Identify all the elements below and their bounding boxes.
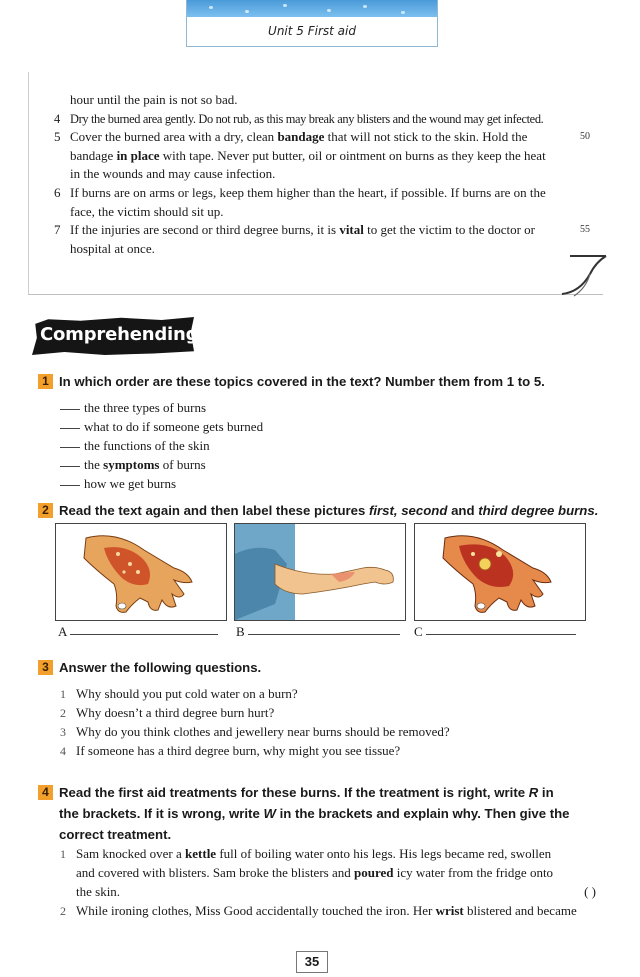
burn-picture-b	[234, 523, 406, 621]
picture-c-label: C	[414, 624, 576, 640]
answer-blank[interactable]	[60, 428, 80, 429]
answer-blank[interactable]	[60, 485, 80, 486]
line-number-marker: 50	[580, 131, 590, 142]
question-1-list	[60, 400, 263, 495]
burned-hand-illustration	[56, 524, 226, 620]
burn-picture-c	[414, 523, 586, 621]
question-number-badge: 2	[38, 503, 53, 518]
answer-blank[interactable]	[60, 409, 80, 410]
list-item: the symptoms of burns	[60, 457, 263, 476]
answer-line[interactable]	[248, 634, 400, 635]
question-number-badge: 1	[38, 374, 53, 389]
burned-arm-illustration	[235, 524, 405, 620]
reading-text	[54, 91, 594, 258]
list-item-continuation: and covered with blisters. Sam broke the blisters and poured icy water from the fridge onto	[76, 865, 554, 880]
burn-picture-a	[55, 523, 227, 621]
reading-line: 6 If burns are on arms or legs, keep them higher than the heart, if possible. If burns are on the	[54, 184, 546, 200]
list-item: what to do if someone gets burned	[60, 419, 263, 438]
reading-line: in the wounds and may cause infection.	[70, 166, 276, 182]
list-item-continuation: the skin. ( )	[76, 884, 596, 899]
reading-line: 7 If the injuries are second or third degree burns, it is vital to get the victim to the doctor or	[54, 222, 536, 238]
reading-line: bandage in place with tape. Never put butter, oil or ointment on burns as they keep the heat	[70, 147, 546, 163]
reading-line: 4 Dry the burned area gently. Do not rub, as this may break any blisters and the wound may get infected.	[54, 111, 544, 126]
question-3-list	[60, 686, 450, 762]
reading-line: face, the victim should sit up.	[70, 203, 224, 219]
list-item: the three types of burns	[60, 400, 263, 419]
question-2-heading: 2 Read the text again and then label these pictures first, second and third degree burns.	[38, 503, 598, 518]
answer-brackets[interactable]: ( )	[584, 884, 596, 899]
page-curl-decoration	[560, 254, 608, 298]
list-item: 1 Sam knocked over a kettle full of boiling water onto his legs. His legs became red, swollen	[60, 846, 552, 861]
list-item: how we get burns	[60, 476, 263, 495]
question-4-list	[60, 846, 600, 922]
answer-line[interactable]	[70, 634, 218, 635]
list-item: 2 While ironing clothes, Miss Good accidentally touched the iron. Her wrist blistered and became	[60, 903, 577, 918]
question-number-badge: 3	[38, 660, 53, 675]
burned-hand-illustration	[415, 524, 585, 620]
picture-a-label: A	[58, 624, 218, 640]
page-number: 35	[296, 951, 328, 973]
section-title: Comprehending	[40, 324, 199, 345]
picture-b-label: B	[236, 624, 400, 640]
answer-blank[interactable]	[60, 466, 80, 467]
list-item: 3 Why do you think clothes and jewellery near burns should be removed?	[60, 724, 450, 739]
unit-header-tab	[186, 0, 438, 47]
question-4-heading: 4 Read the first aid treatments for these burns. If the treatment is right, write R in the brackets. If it is wrong, write W in the brackets and explain why. Then give the correct treatment.	[38, 782, 570, 845]
list-item: 2 Why doesn’t a third degree burn hurt?	[60, 705, 275, 720]
reading-line: 5 Cover the burned area with a dry, clean bandage that will not stick to the skin. Hold the	[54, 129, 528, 145]
question-1-heading: 1 In which order are these topics covered in the text? Number them from 1 to 5.	[38, 374, 545, 389]
line-number-marker: 55	[580, 224, 590, 235]
list-item: the functions of the skin	[60, 438, 263, 457]
header-decor-strip	[187, 0, 437, 17]
unit-title: Unit 5 First aid	[268, 24, 356, 38]
answer-line[interactable]	[426, 634, 576, 635]
question-number-badge: 4	[38, 785, 53, 800]
list-item: 4 If someone has a third degree burn, why might you see tissue?	[60, 743, 401, 758]
answer-blank[interactable]	[60, 447, 80, 448]
list-item: 1 Why should you put cold water on a burn?	[60, 686, 298, 701]
reading-line: hour until the pain is not so bad.	[70, 92, 238, 107]
reading-line: hospital at once.	[70, 240, 155, 256]
question-3-heading: 3 Answer the following questions.	[38, 660, 261, 675]
